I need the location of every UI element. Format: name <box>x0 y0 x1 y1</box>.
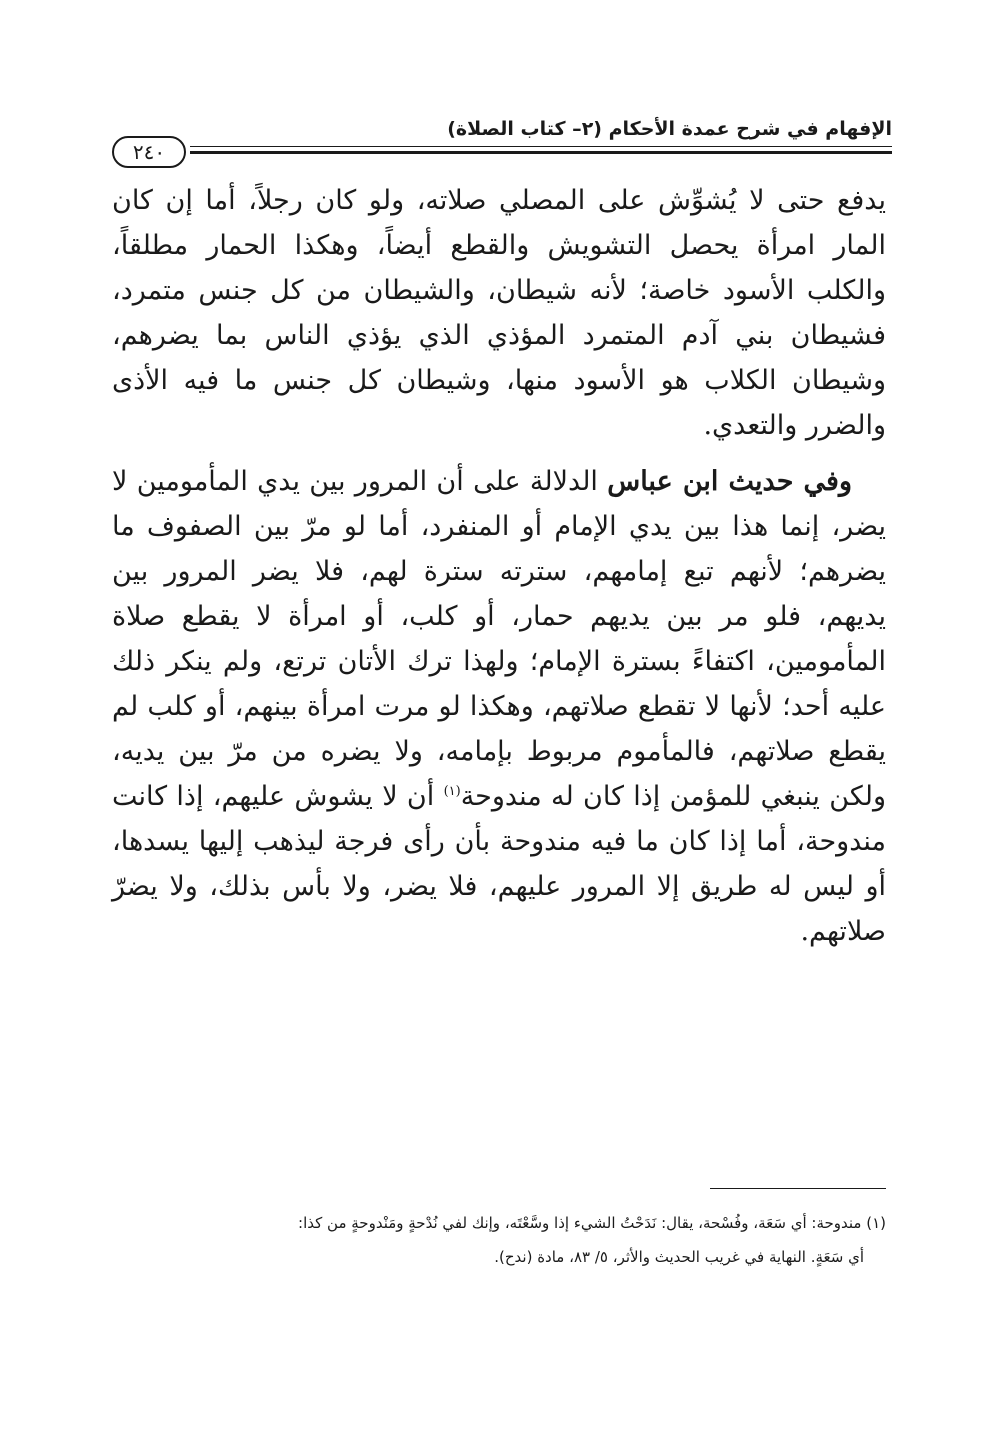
page-number: ٢٤٠ <box>112 136 186 168</box>
paragraph-2 <box>112 459 886 954</box>
book-title: الإفهام في شرح عمدة الأحكام (٢– كتاب الصلاة) <box>447 118 892 140</box>
running-header <box>110 110 892 170</box>
paragraph-2-text-b: أن لا يشوش عليهم، إذا كانت مندوحة، أما إذا كان ما فيه مندوحة بأن رأى فرجة ليذهب إليها يسدها، أو ليس له طريق إلا المرور عليهم، فلا يضر، ولا بأس بذلك، ولا يضرّ صلاتهم. <box>112 781 886 947</box>
paragraph-1: يدفع حتى لا يُشوِّش على المصلي صلاته، ولو كان رجلاً، أما إن كان المار امرأة يحصل التشويش والقطع أيضاً، وهكذا الحمار مطلقاً، والكلب الأسود خاصة؛ لأنه شيطان، والشيطان من كل جنس متمرد، فشيطان بني آدم المتمرد المؤذي الذي يؤذي الناس بما يضرهم، وشيطان الكلاب هو الأسود منها، وشيطان كل جنس ما فيه الأذى والضرر والتعدي. <box>112 185 886 441</box>
footnote-line-1: (١) مندوحة: أي سَعَة، وفُسْحة، يقال: نَدَحْتُ الشيء إذا وسَّعْتَه، وإنك لفي نُدْحةٍ ومَنْدوحةٍ من كذا: <box>298 1214 886 1232</box>
footnote-reference[interactable]: (١) <box>443 784 461 799</box>
header-rule-thin <box>190 146 892 147</box>
paragraph-lead: وفي حديث ابن عباس <box>607 466 852 497</box>
footnote-line-2: أي سَعَةٍ. النهاية في غريب الحديث والأثر، ٥/ ٨٣، مادة (ندح). <box>494 1248 864 1266</box>
main-text <box>112 178 886 954</box>
header-rule-thick <box>190 151 892 154</box>
footnote <box>112 1206 886 1274</box>
paragraph-2-text-a: الدلالة على أن المرور بين يدي المأمومين لا يضر، إنما هذا بين يدي الإمام أو المنفرد، أما لو مرّ بين الصفوف ما يضرهم؛ لأنهم تبع إمامهم، سترته سترة لهم، فلا يضر المرور بين يديهم، فلو مر بين يديهم حمار، أو كلب، أو امرأة لا يقطع صلاة المأمومين، اكتفاءً بسترة الإمام؛ ولهذا ترك الأتان ترتع، ولم ينكر ذلك عليه أحد؛ لأنها لا تقطع صلاتهم، وهكذا لو مرت امرأة بينهم، أو كلب لم يقطع صلاتهم، فالمأموم مربوط بإمامه، ولا يضره من مرّ بين يديه، ولكن ينبغي للمؤمن إذا كان له مندوحة <box>112 466 887 812</box>
footnote-separator <box>710 1188 886 1189</box>
